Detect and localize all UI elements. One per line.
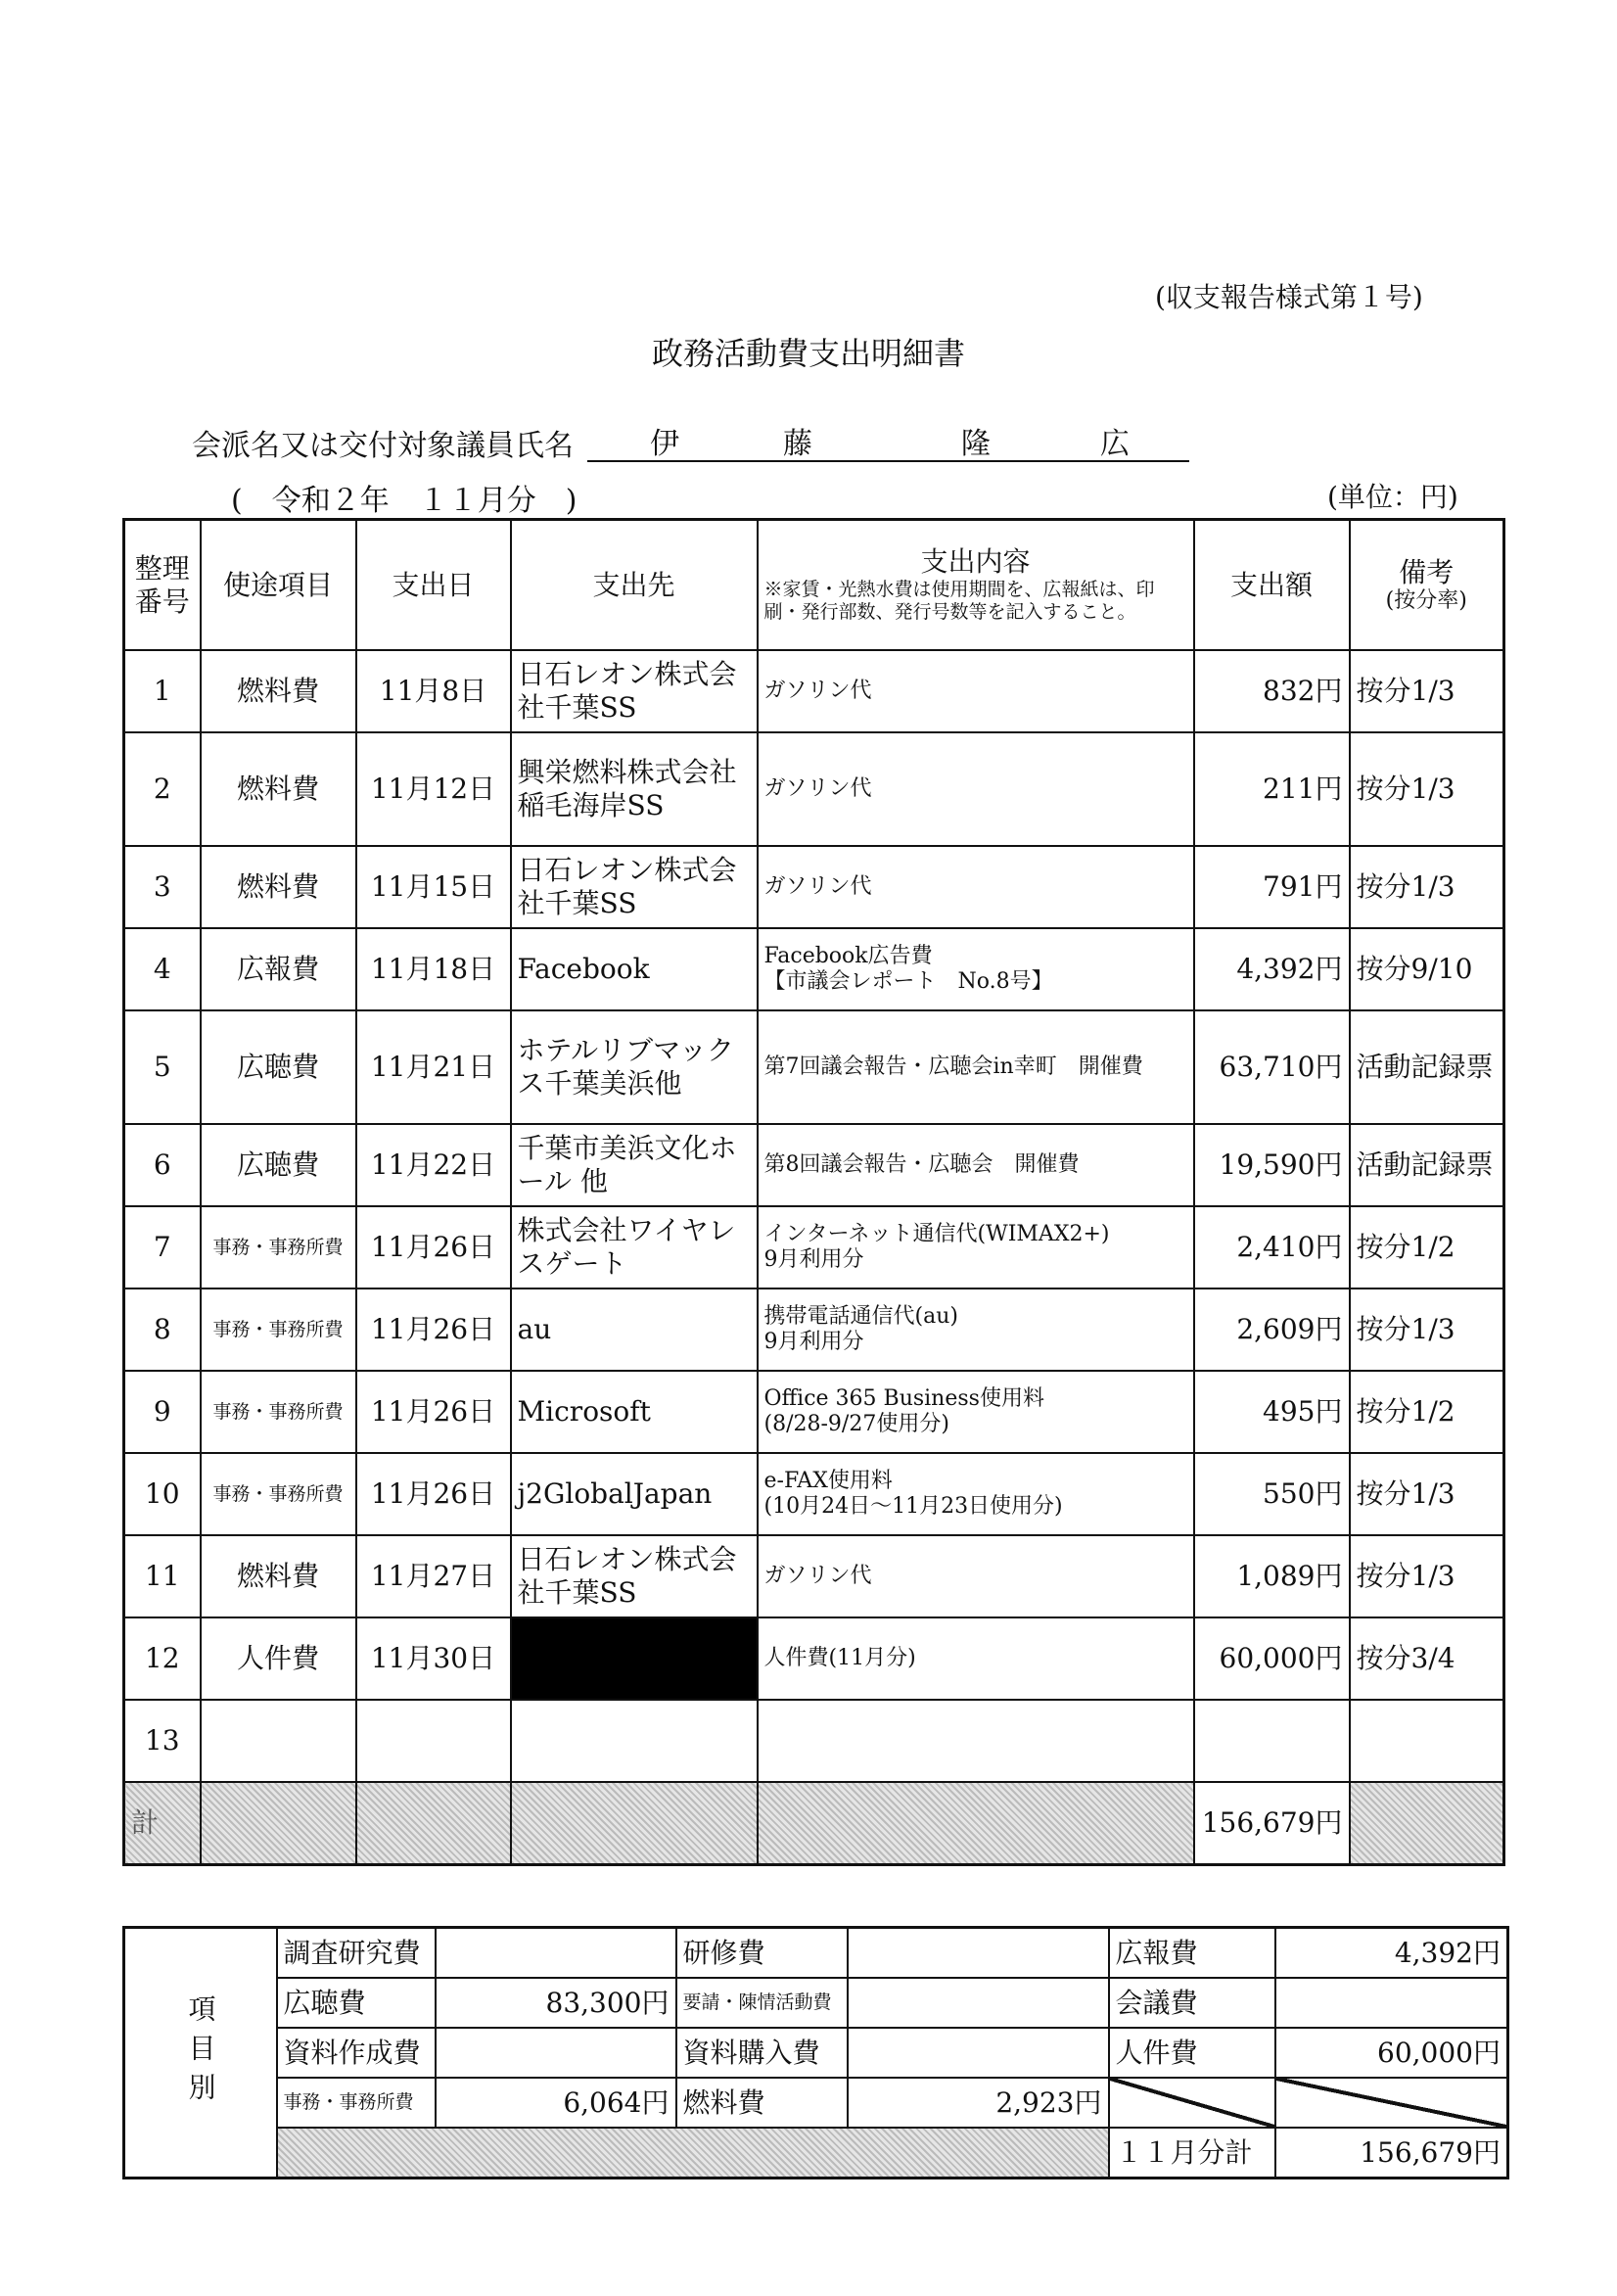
row-content: 第7回議会報告・広聴会in幸町 開催費 [758,1010,1194,1124]
row-content: 第8回議会報告・広聴会 開催費 [758,1124,1194,1206]
row-remarks: 活動記録票 [1350,1010,1504,1124]
summary-item-value [1275,1978,1508,2028]
header-no: 整理番号 [124,520,201,651]
row-content: 人件費(11月分) [758,1617,1194,1700]
row-payee: 株式会社ワイヤレスゲート [511,1206,758,1289]
row-date: 11月12日 [356,732,511,846]
table-row [124,1535,1504,1617]
row-remarks [1350,1700,1504,1782]
summary-item-value: 4,392円 [1275,1928,1508,1979]
row-remarks: 按分1/3 [1350,1289,1504,1371]
row-date: 11月26日 [356,1206,511,1289]
row-amount: 2,609円 [1194,1289,1350,1371]
table-row [124,1617,1504,1700]
row-number: 11 [124,1535,201,1617]
row-category: 事務・事務所費 [201,1206,356,1289]
month-total-amount: 156,679円 [1275,2128,1508,2179]
row-date: 11月15日 [356,846,511,928]
table-row [124,732,1504,846]
row-amount: 550円 [1194,1453,1350,1535]
row-payee: au [511,1289,758,1371]
row-content: Facebook広告費 【市議会レポート No.8号】 [758,928,1194,1010]
shaded-cell [511,1782,758,1864]
row-number: 1 [124,650,201,732]
header-payee: 支出先 [511,520,758,651]
summary-row [124,1928,1508,1979]
shaded-cell [277,2128,1109,2179]
summary-item-value: 60,000円 [1275,2028,1508,2078]
header-remarks [1350,520,1504,651]
form-number: (収支報告様式第１号) [1155,281,1423,313]
row-content: ガソリン代 [758,650,1194,732]
row-date: 11月21日 [356,1010,511,1124]
table-row [124,1206,1504,1289]
table-row [124,650,1504,732]
row-amount: 1,089円 [1194,1535,1350,1617]
row-amount: 832円 [1194,650,1350,732]
member-name-char: 伊 [650,427,679,461]
member-name-char: 藤 [783,427,812,461]
row-payee: 興栄燃料株式会社 稲毛海岸SS [511,732,758,846]
row-date: 11月18日 [356,928,511,1010]
total-label: 計 [124,1782,201,1864]
summary-row [124,2028,1508,2078]
row-amount [1194,1700,1350,1782]
header-category: 使途項目 [201,520,356,651]
report-period: ( 令和２年 １１月分 ) [231,484,578,518]
row-content: ガソリン代 [758,732,1194,846]
row-remarks: 按分9/10 [1350,928,1504,1010]
row-content: ガソリン代 [758,1535,1194,1617]
shaded-cell [758,1782,1194,1864]
row-content: Office 365 Business使用料 (8/28-9/27使用分) [758,1371,1194,1453]
row-category: 事務・事務所費 [201,1289,356,1371]
row-date: 11月22日 [356,1124,511,1206]
name-label: 会派名又は交付対象議員氏名 [192,429,574,463]
row-date: 11月8日 [356,650,511,732]
summary-item-label: 要請・陳情活動費 [676,1978,848,2028]
summary-item-label: 広報費 [1109,1928,1275,1979]
row-category: 燃料費 [201,732,356,846]
row-date [356,1700,511,1782]
row-number: 8 [124,1289,201,1371]
unit-label: (単位：円) [1327,481,1458,513]
total-row [124,1782,1504,1864]
summary-item-value [848,1978,1109,2028]
row-amount: 63,710円 [1194,1010,1350,1124]
summary-item-label: 調査研究費 [277,1928,436,1979]
row-number: 2 [124,732,201,846]
summary-item-label: 事務・事務所費 [277,2078,436,2128]
table-row [124,1700,1504,1782]
summary-item-label: 資料購入費 [676,2028,848,2078]
row-category [201,1700,356,1782]
summary-item-value: 6,064円 [436,2078,676,2128]
row-amount: 60,000円 [1194,1617,1350,1700]
summary-item-value [848,2028,1109,2078]
row-category: 事務・事務所費 [201,1453,356,1535]
row-number: 4 [124,928,201,1010]
table-row [124,1453,1504,1535]
row-remarks: 按分1/3 [1350,1535,1504,1617]
row-date: 11月27日 [356,1535,511,1617]
row-payee: 日石レオン株式会社千葉SS [511,650,758,732]
diagonal-blank-cell [1275,2078,1508,2128]
shaded-cell [201,1782,356,1864]
row-number: 13 [124,1700,201,1782]
row-remarks: 按分1/3 [1350,732,1504,846]
row-category: 広聴費 [201,1124,356,1206]
shaded-cell [356,1782,511,1864]
row-amount: 211円 [1194,732,1350,846]
row-remarks: 按分1/2 [1350,1206,1504,1289]
header-remarks-sub: (按分率) [1385,588,1467,614]
summary-item-label: 人件費 [1109,2028,1275,2078]
row-content: e-FAX使用料 (10月24日～11月23日使用分) [758,1453,1194,1535]
row-number: 5 [124,1010,201,1124]
shaded-cell [1350,1782,1504,1864]
summary-table [122,1926,1509,2179]
table-row [124,928,1504,1010]
row-remarks: 按分1/2 [1350,1371,1504,1453]
row-remarks: 按分1/3 [1350,846,1504,928]
diagonal-blank-cell [1109,2078,1275,2128]
row-payee: Facebook [511,928,758,1010]
summary-row [124,2078,1508,2128]
header-content-title: 支出内容 [920,544,1031,578]
header-content [758,520,1194,651]
total-amount: 156,679円 [1194,1782,1350,1864]
summary-item-value [436,1928,676,1979]
row-number: 3 [124,846,201,928]
row-category: 燃料費 [201,846,356,928]
header-amount: 支出額 [1194,520,1350,651]
table-row [124,1289,1504,1371]
summary-row [124,1978,1508,2028]
row-amount: 791円 [1194,846,1350,928]
summary-item-label: 広聴費 [277,1978,436,2028]
table-row [124,1124,1504,1206]
month-total-label: １１月分計 [1109,2128,1275,2179]
summary-item-label: 資料作成費 [277,2028,436,2078]
row-payee: 千葉市美浜文化ホール 他 [511,1124,758,1206]
row-date: 11月30日 [356,1617,511,1700]
summary-item-label: 会議費 [1109,1978,1275,2028]
row-date: 11月26日 [356,1289,511,1371]
summary-item-label: 研修費 [676,1928,848,1979]
row-amount: 495円 [1194,1371,1350,1453]
member-name-char: 広 [1100,427,1130,461]
table-row [124,846,1504,928]
row-remarks: 活動記録票 [1350,1124,1504,1206]
row-category: 広聴費 [201,1010,356,1124]
row-content: ガソリン代 [758,846,1194,928]
header-remarks-title: 備考 [1399,555,1455,588]
row-category: 燃料費 [201,650,356,732]
row-number: 9 [124,1371,201,1453]
row-category: 人件費 [201,1617,356,1700]
member-name-char: 隆 [961,427,991,461]
row-date: 11月26日 [356,1371,511,1453]
row-number: 7 [124,1206,201,1289]
header-date: 支出日 [356,520,511,651]
summary-side-label: 項目別 [124,1928,277,2179]
row-remarks: 按分3/4 [1350,1617,1504,1700]
row-amount: 2,410円 [1194,1206,1350,1289]
table-row [124,1010,1504,1124]
document-title: 政務活動費支出明細書 [651,335,965,372]
row-category: 燃料費 [201,1535,356,1617]
summary-item-value: 2,923円 [848,2078,1109,2128]
row-number: 12 [124,1617,201,1700]
redacted-payee [511,1617,758,1700]
row-payee: Microsoft [511,1371,758,1453]
row-remarks: 按分1/3 [1350,1453,1504,1535]
row-number: 6 [124,1124,201,1206]
row-payee: 日石レオン株式会社千葉SS [511,846,758,928]
header-content-note: ※家賃・光熱水費は使用期間を、広報紙は、印刷・発行部数、発行号数等を記入すること。 [763,578,1155,624]
row-number: 10 [124,1453,201,1535]
row-content [758,1700,1194,1782]
row-payee: j2GlobalJapan [511,1453,758,1535]
row-amount: 4,392円 [1194,928,1350,1010]
row-content: インターネット通信代(WIMAX2+) 9月利用分 [758,1206,1194,1289]
summary-item-value [436,2028,676,2078]
summary-item-value: 83,300円 [436,1978,676,2028]
summary-item-label: 燃料費 [676,2078,848,2128]
row-remarks: 按分1/3 [1350,650,1504,732]
row-amount: 19,590円 [1194,1124,1350,1206]
row-payee [511,1700,758,1782]
row-payee: 日石レオン株式会社千葉SS [511,1535,758,1617]
summary-item-value [848,1928,1109,1979]
row-date: 11月26日 [356,1453,511,1535]
table-row [124,1371,1504,1453]
summary-total-row [124,2128,1508,2179]
row-category: 事務・事務所費 [201,1371,356,1453]
expense-table [122,518,1505,1866]
row-payee: ホテルリブマックス千葉美浜他 [511,1010,758,1124]
row-content: 携帯電話通信代(au) 9月利用分 [758,1289,1194,1371]
row-category: 広報費 [201,928,356,1010]
